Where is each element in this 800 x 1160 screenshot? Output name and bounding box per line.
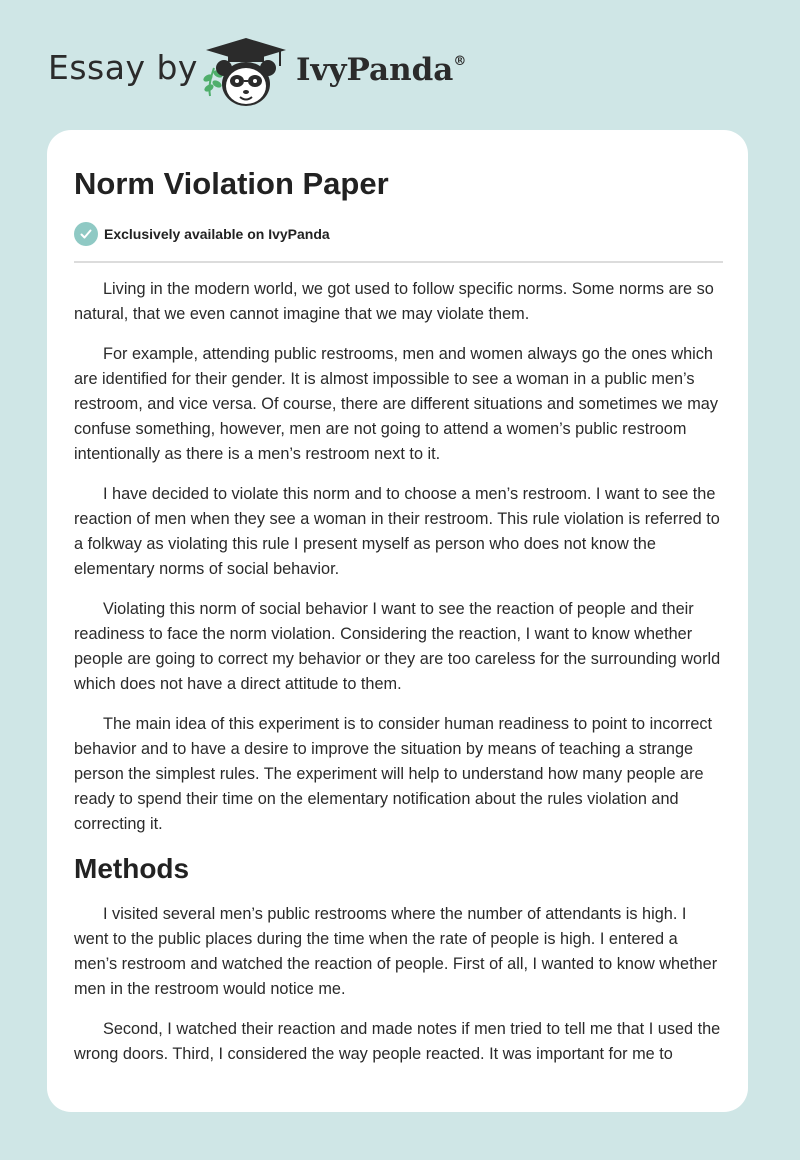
essay-card (47, 130, 748, 1112)
page-title: Norm Violation Paper (74, 166, 389, 201)
essay-by-label: Essay by (48, 48, 198, 87)
check-badge-icon (74, 222, 98, 246)
paragraph: Violating this norm of social behavior I want to see the reaction of people and their readiness to face the norm violation. Considering the reaction, I want to know whether people are going to correct my behavior or they are too careless for the surrounding world which does not have a direct attitude to them. (74, 600, 721, 693)
paragraph: Second, I watched their reaction and made notes if men tried to tell me that I used the wrong doors. Third, I considered the way people reacted. It was important for me to (74, 1020, 721, 1063)
brand-text: IvyPanda (296, 52, 454, 88)
paragraph: I have decided to violate this norm and to choose a men’s restroom. I want to see the reaction of men when they see a woman in their restroom. This rule violation is referred to a folkway as violating this rule I present myself as person who does not know the elementary norms of social behavior. (74, 485, 720, 578)
panda-graduate-logo-icon[interactable] (200, 34, 292, 110)
brand-name[interactable] (296, 52, 466, 88)
paragraph: Living in the modern world, we got used to follow specific norms. Some norms are so natural, that we even cannot imagine that we may violate them. (74, 280, 714, 323)
site-header (0, 0, 800, 130)
divider (74, 261, 723, 263)
registered-mark: ® (453, 54, 467, 69)
paragraph: For example, attending public restrooms, men and women always go the ones which are identified for their gender. It is almost impossible to see a woman in a public men’s restroom, and vice versa. Of course, there are different situations and sometimes we may confuse something, however, men are not going to attend a women’s public restroom intentionally as there is a men’s restroom next to it. (74, 345, 718, 463)
paragraph: The main idea of this experiment is to consider human readiness to point to incorrect behavior and to have a desire to improve the situation by means of teaching a strange person the simplest rules. The experiment will help to understand how many people are ready to spend their time on the elementary notification about the rules violation and correcting it. (74, 715, 713, 833)
essay-body (74, 277, 724, 1082)
section-heading-methods: Methods (74, 853, 190, 884)
exclusive-badge (74, 222, 330, 246)
paragraph: I visited several men’s public restrooms where the number of attendants is high. I went to the public places during the time when the rate of people is high. I entered a men’s restroom and watched the reaction of people. First of all, I wanted to know whether men in the restroom would notice me. (74, 905, 718, 998)
exclusive-badge-label: Exclusively available on IvyPanda (104, 226, 330, 242)
